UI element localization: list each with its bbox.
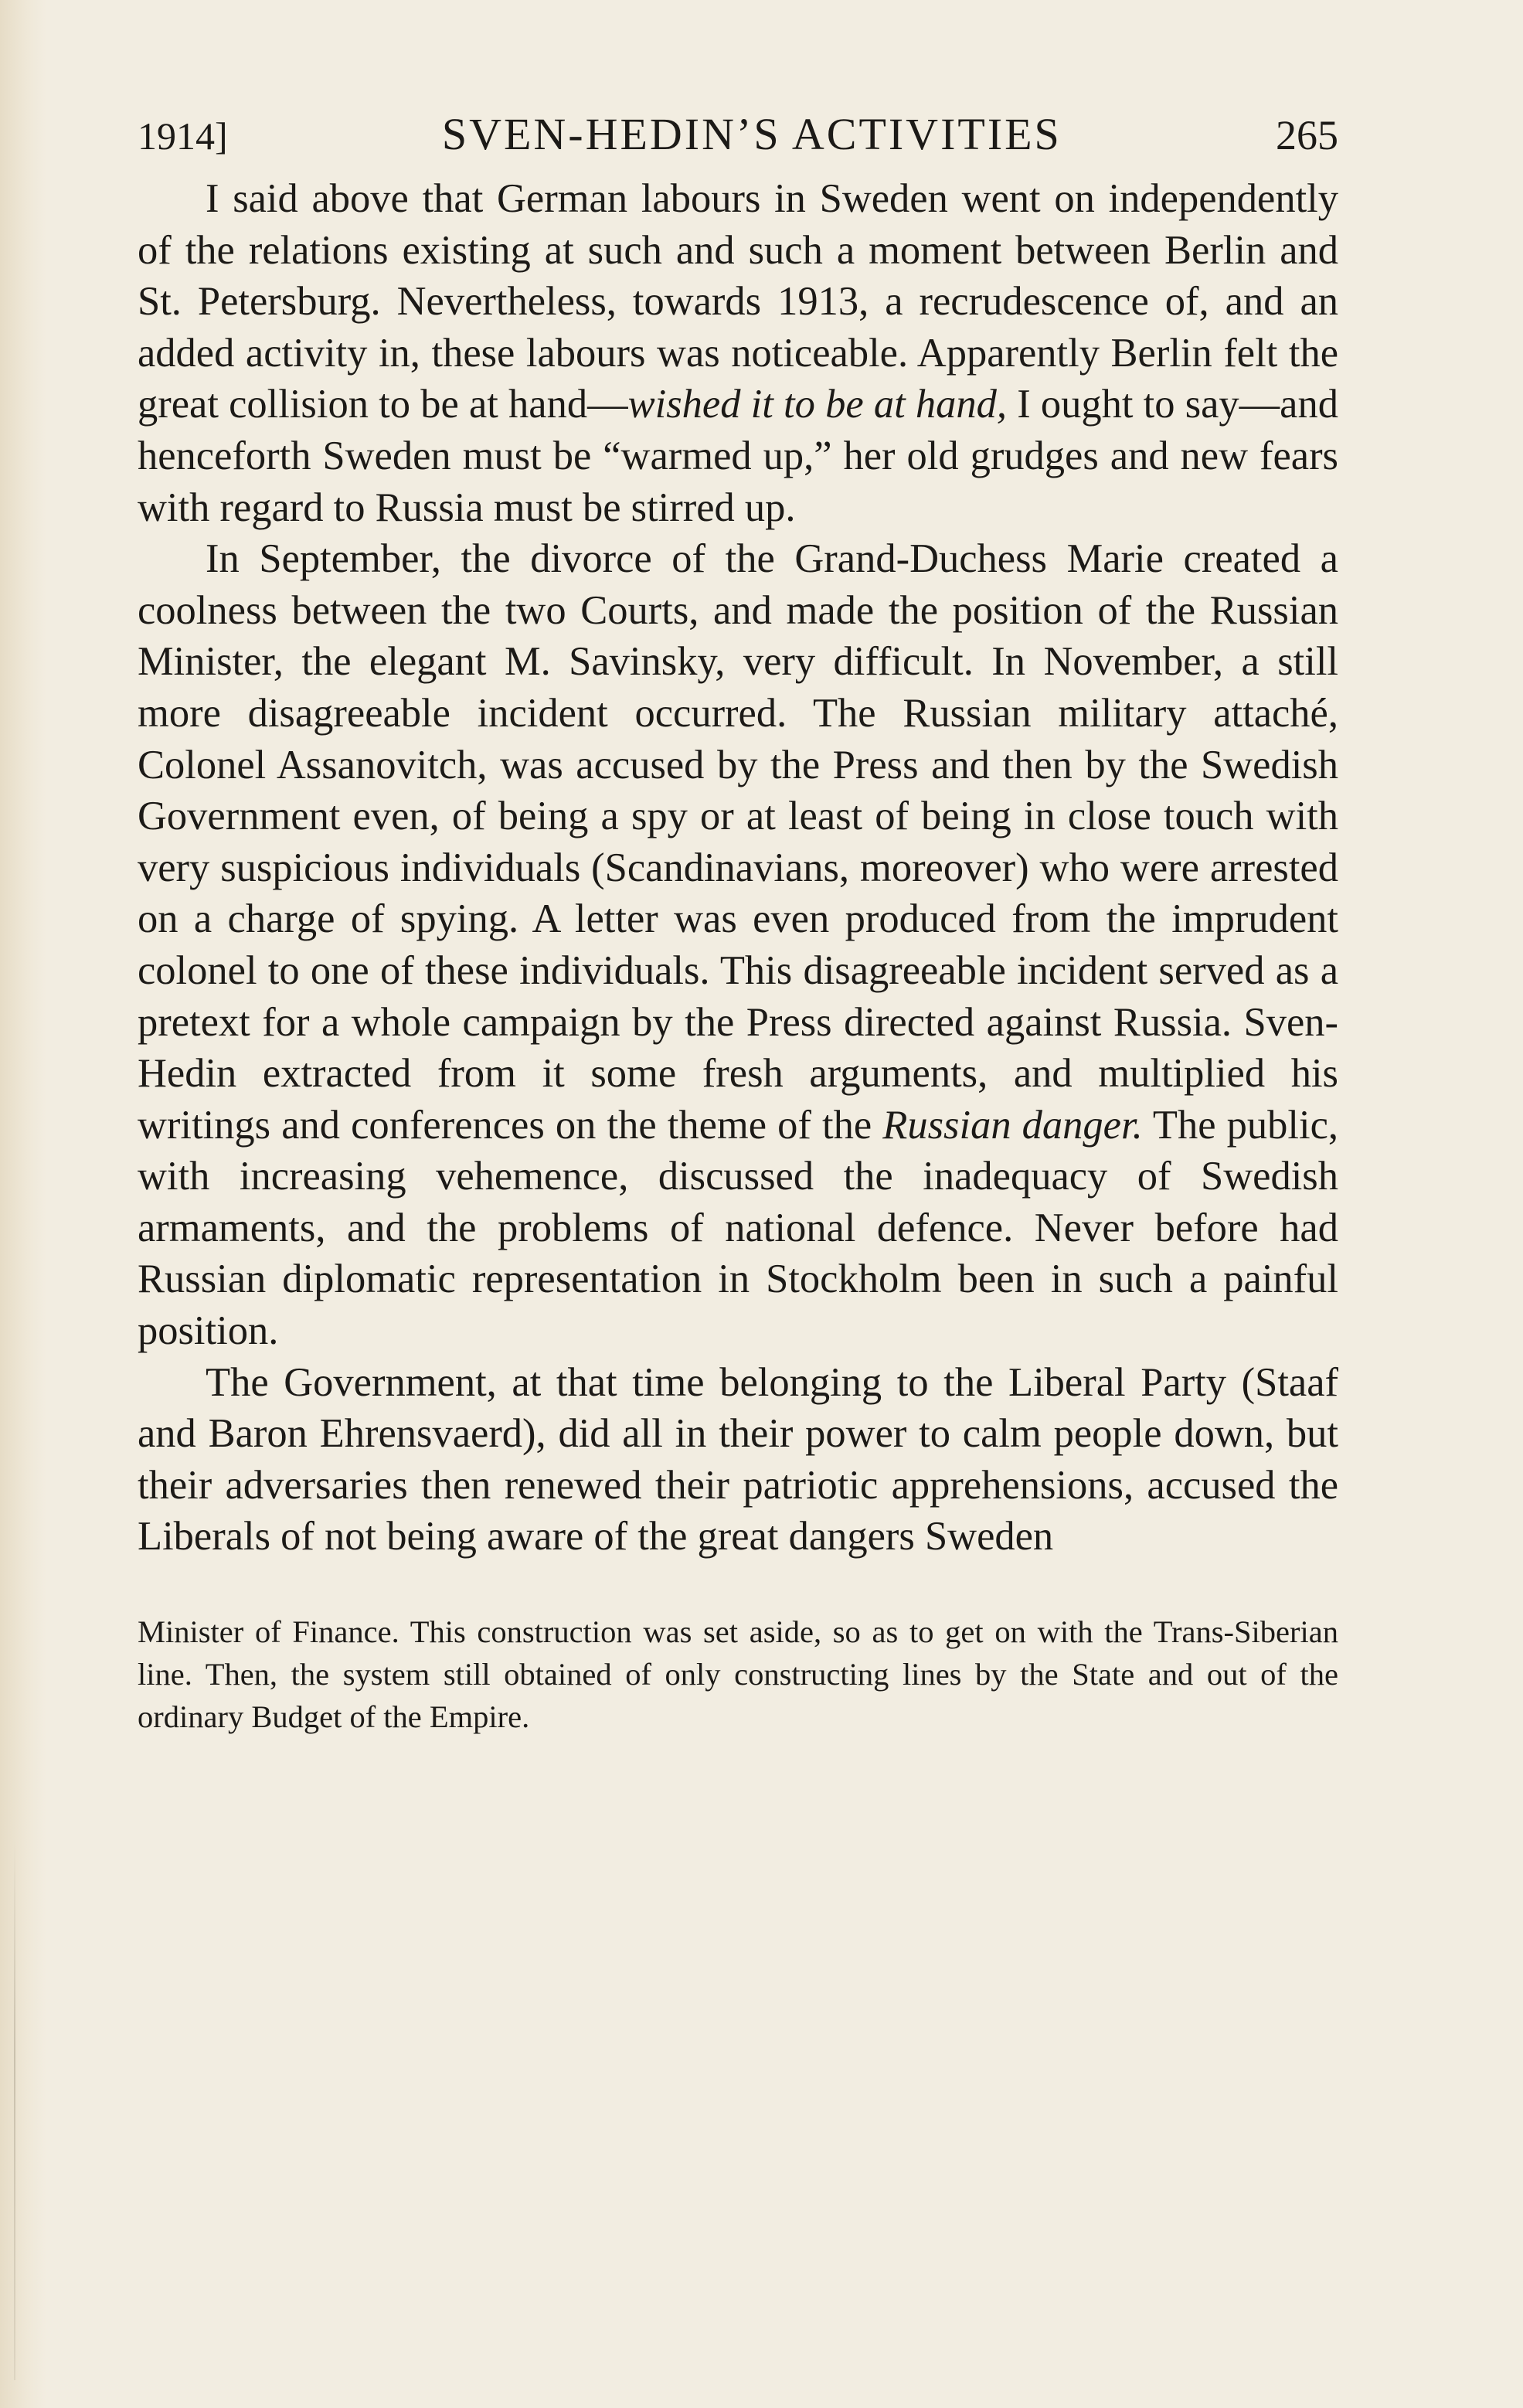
paragraph-1-italic: wished it to be at hand, (627, 382, 1007, 427)
paragraph-2-text: In September, the divorce of the Grand-Duchess Marie created a coolness between the two Courts, and made the position of the Russian Minister, the elegant M. Savinsky, very difficult. In November, a still more disagreeable incident occurred. The Russian military attaché, Colonel Assanovitch, was accused by the Press and then by the Swedish Government even, of being a spy or at least of being in close touch with very suspicious individuals (Scandinavians, moreover) who were arrested on a charge of spying. A letter was even produced from the imprudent colonel to one of these individuals. This disagreeable incident served as a pretext for a whole campaign by the Press directed against Russia. Sven-Hedin extracted from it some fresh arguments, and multiplied his writings and conferences on the theme of the (138, 536, 1338, 1148)
running-head-title: SVEN-HEDIN’S ACTIVITIES (441, 109, 1062, 159)
footnote-text: Minister of Finance. This construction was set aside, so as to get on with the Trans-Siberian line. Then, the system still obtained of only constructing lines by the State and out of the ordinary Budget of the Empire. (138, 1614, 1338, 1735)
body-text (138, 173, 1338, 1563)
paragraph-2-text-continued: The public, with increasing vehemence, discussed the inadequacy of Swedish armaments, and the problems of national defence. Never before had Russian diplomatic representation in Stockholm been in such a painful position. (138, 1102, 1338, 1354)
paragraph-1 (138, 173, 1338, 533)
footnote (138, 1610, 1338, 1738)
paragraph-3-text: The Government, at that time belonging to the Liberal Party (Staaf and Baron Ehrensvaerd), did all in their power to calm people down, but their adversaries then renewed their patriotic apprehensions, accused the Liberals of not being aware of the great dangers Sweden (138, 1359, 1338, 1559)
page-edge-shadow (0, 0, 46, 2408)
paragraph-1-text-continued: I ought to say—and henceforth Sweden must be “warmed up,” her old grudges and new fears with regard to Russia must be stirred up. (138, 382, 1338, 530)
binding-crease (14, 1839, 15, 2380)
running-head-year: 1914] (138, 114, 228, 158)
page-number: 265 (1276, 112, 1338, 158)
paragraph-3 (138, 1357, 1338, 1563)
paragraph-2 (138, 533, 1338, 1357)
running-head (138, 108, 1338, 170)
book-page (138, 108, 1338, 1738)
paragraph-2-italic: Russian danger. (882, 1102, 1143, 1148)
paragraph-1-text: I said above that German labours in Sweden went on independently of the relations existing at such and such a moment between Berlin and St. Petersburg. Nevertheless, towards 1913, a recrudescence of, and an added activity in, these labours was noticeable. Apparently Berlin felt the great collision to be at hand— (138, 176, 1338, 427)
